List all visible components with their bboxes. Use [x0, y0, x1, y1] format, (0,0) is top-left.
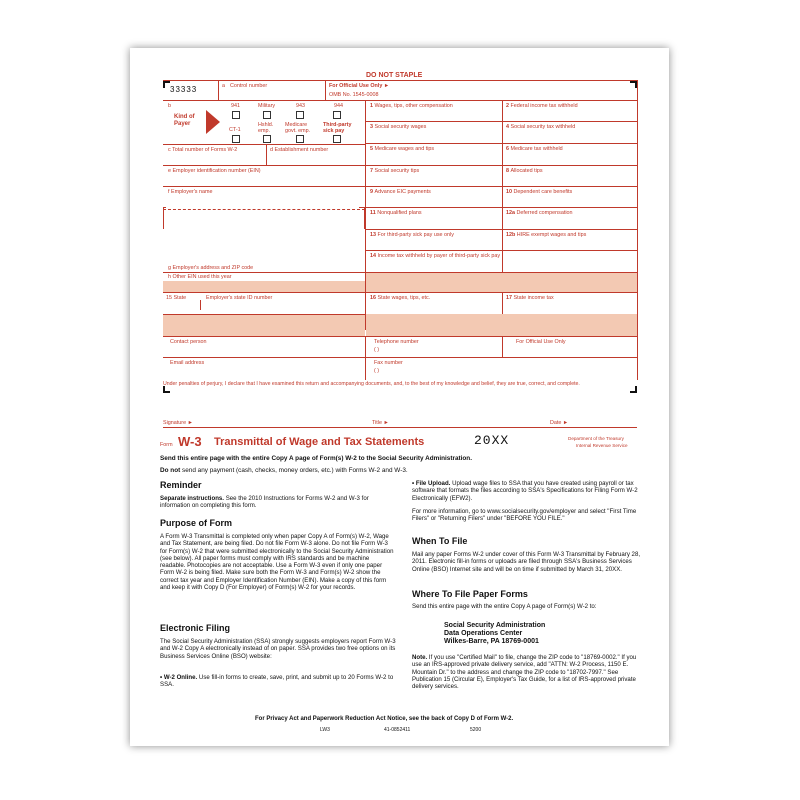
payer-military-checkbox[interactable] — [263, 111, 271, 119]
establishment-number-label: d Establishment number — [270, 147, 329, 153]
contact-person-label: Contact person — [170, 339, 207, 345]
email-label: Email address — [170, 360, 205, 366]
payer-941-label: 941 — [231, 103, 240, 109]
box-number: 10 — [506, 189, 514, 195]
when-text: Mail any paper Forms W-2 under cover of this Form W-3 Transmittal by February 28, 2011. Electronic fill-in forms or uploads are filed through SSA's Business Services Online (BSO) Internet site and will be on time if submitted by March 31, 20XX. — [412, 551, 641, 573]
form-page — [130, 48, 669, 746]
ein-label: e Employer identification number (EIN) — [168, 168, 261, 174]
rule — [365, 100, 366, 330]
rule — [163, 314, 365, 315]
payer-ct1-label: CT-1 — [229, 127, 241, 133]
box-text: Allocated tips — [510, 168, 543, 174]
purpose-heading: Purpose of Form — [160, 518, 233, 528]
box-6-label — [506, 147, 563, 152]
box14-field[interactable] — [366, 273, 637, 292]
reminder-heading: Reminder — [160, 480, 202, 490]
employer-address-label: g Employer's address and ZIP code — [168, 265, 254, 271]
employer-name-label: f Employer's name — [168, 189, 213, 195]
footer-catalog: 41-0852411 — [384, 727, 411, 733]
box-text: Medicare tax withheld — [510, 146, 563, 152]
payer-941-checkbox[interactable] — [232, 111, 240, 119]
payer-943-checkbox[interactable] — [296, 111, 304, 119]
when-heading: When To File — [412, 536, 468, 546]
reminder-text: Separate instructions. See the 2010 Instructions for Forms W-2 and W-3 for information on completing this form. — [160, 495, 369, 510]
box-number: 4 — [506, 124, 511, 130]
form-name: W-3 — [178, 434, 202, 449]
irs-label: Internal Revenue Service — [576, 443, 628, 448]
rule — [366, 250, 637, 251]
payer-ct1-checkbox[interactable] — [232, 135, 240, 143]
box-text: Medicare wages and tips — [374, 146, 435, 152]
rule — [163, 100, 637, 101]
form-word: Form — [160, 442, 173, 448]
state-label: 15 State — [166, 295, 187, 301]
arrow-icon — [206, 110, 220, 134]
corner-mark — [630, 81, 637, 88]
box-11-label — [370, 211, 422, 216]
fax-field[interactable]: ( ) — [374, 368, 380, 374]
box-text: Advance EIC payments — [374, 189, 431, 195]
box-number: 5 — [370, 146, 375, 152]
box-number: 11 — [370, 210, 378, 216]
total-forms-label: c Total number of Forms W-2 — [168, 147, 238, 153]
box-1-label — [370, 104, 453, 109]
w2-online-text: • W-2 Online. Use fill-in forms to create, save, print, and submit up to 20 Forms W-2 to SSA. — [160, 674, 394, 689]
official-use-label: For Official Use Only ► — [329, 83, 390, 89]
rule — [366, 143, 637, 144]
payer-944-checkbox[interactable] — [333, 111, 341, 119]
note-text: Note. If you use "Certified Mail" to file, change the ZIP code to "18769-0002." If you use an IRS-approved private delivery service, add "ATTN: W-2 Process, 1150 E. Mountain Dr." to the address and change the ZIP code to "18702-7997." See Publication 15 (Circular E), Employer's Tax Guide, for a list of IRS-approved private delivery services. — [412, 654, 637, 691]
box-number: 13 — [370, 232, 378, 238]
box-16-label — [370, 296, 430, 301]
corner-tick — [163, 207, 166, 229]
box-10-label — [506, 190, 572, 195]
purpose-text: A Form W-3 Transmittal is completed only when paper Copy A of Form(s) W-2, Wage and Tax Statement, are being filed. Do not file Form W-3 alone. Do not file Form W-3 for Form(s) W-2 that were submitted electronically to the Social Security Administration (see below). All paper forms must comply with IRS standards and be machine readable. Photocopies are not acceptable. Use a Form W-3 even if only one paper Form W-2 is being filed. Make sure both the Form W-3 and Form(s) W-2 show the correct tax year and Employer Identification Number (EIN). Make a copy of this form and keep it with Copy D (For Employer) of Form(s) W-2 for your records. — [160, 533, 394, 592]
box-text: Social security tips — [374, 168, 420, 174]
other-ein-label: h Other EIN used this year — [168, 274, 232, 280]
form-year: 20XX — [474, 433, 510, 448]
payer-medicare-label: Medicare govt. emp. — [285, 122, 311, 134]
box-text: Federal income tax withheld — [510, 103, 578, 109]
box-b-letter: b — [168, 103, 171, 109]
box-number: 1 — [370, 103, 375, 109]
box-4-label — [506, 125, 575, 130]
rule — [365, 336, 366, 380]
box-13-label — [370, 233, 454, 238]
rule — [325, 80, 326, 100]
box-number: 8 — [506, 168, 511, 174]
box-17-label — [506, 296, 554, 301]
payer-944-label: 944 — [334, 103, 343, 109]
rule — [163, 292, 637, 293]
footer-code: LW3 — [320, 727, 330, 733]
telephone-field[interactable]: ( ) — [374, 347, 380, 353]
signature-label: Signature ► — [163, 420, 193, 426]
payer-hshld-label: Hshld. emp. — [258, 122, 274, 134]
box-text: Social security wages — [374, 124, 427, 130]
address-line-3: Wilkes-Barre, PA 18769-0001 — [444, 638, 539, 646]
address-line-2: Data Operations Center — [444, 630, 523, 638]
corner-tick — [359, 207, 365, 229]
control-number-label: Control number — [230, 83, 268, 89]
box-number: 17 — [506, 295, 514, 301]
rule — [163, 186, 365, 187]
privacy-notice: For Privacy Act and Paperwork Reduction Act Notice, see the back of Copy D of Form W-2. — [255, 716, 514, 722]
payer-hshld-checkbox[interactable] — [263, 135, 271, 143]
department-label: Department of the Treasury — [568, 436, 624, 441]
box-8-label — [506, 169, 543, 174]
box-text: Nonqualified plans — [377, 210, 422, 216]
box-number: 2 — [506, 103, 511, 109]
rule — [366, 121, 637, 122]
perjury-statement: Under penalties of perjury, I declare that I have examined this return and accompanying documents, and, to the best of my knowledge and belief, they are true, correct, and complete. — [163, 381, 580, 387]
box-9-label — [370, 190, 431, 195]
payer-medicare-checkbox[interactable] — [296, 135, 304, 143]
rule — [163, 144, 365, 145]
mailing-address — [444, 622, 545, 647]
rule — [366, 186, 637, 187]
title-label: Title ► — [372, 420, 389, 426]
box-text: For third-party sick pay use only — [377, 232, 454, 238]
box-a-letter: a — [222, 83, 225, 89]
where-text: Send this entire page with the entire Copy A page of Form(s) W-2 to: — [412, 603, 597, 610]
rule — [366, 165, 637, 166]
telephone-label: Telephone number — [374, 339, 419, 345]
box-text: Social security tax withheld — [510, 124, 576, 130]
state-id-label: Employer's state ID number — [206, 295, 273, 301]
address-line-1: Social Security Administration — [444, 622, 546, 629]
do-not-staple: DO NOT STAPLE — [366, 72, 423, 79]
box-3-label — [370, 125, 426, 130]
box-7-label — [370, 169, 419, 174]
box-14-label — [370, 254, 500, 259]
signature-rule — [163, 427, 637, 428]
rule — [366, 207, 637, 208]
efiling-heading: Electronic Filing — [160, 623, 231, 633]
state-id-field[interactable] — [163, 314, 365, 336]
box-number: 12a — [506, 210, 517, 216]
box-number: 7 — [370, 168, 375, 174]
corner-mark — [163, 81, 170, 88]
rule — [163, 165, 365, 166]
state-wages-field[interactable] — [366, 314, 637, 336]
footer-number: 5200 — [470, 727, 482, 733]
box-12b-label — [506, 233, 586, 238]
box-text: HIRE exempt wages and tips — [516, 232, 587, 238]
omb-number: OMB No. 1545-0008 — [329, 92, 379, 98]
payer-third-party-label: Third-party sick pay — [323, 122, 352, 134]
box-text: State wages, tips, etc. — [377, 295, 431, 301]
rule — [163, 336, 637, 337]
form-title: Transmittal of Wage and Tax Statements — [214, 436, 425, 448]
box-text: Wages, tips, other compensation — [374, 103, 453, 109]
box-12a-label — [506, 211, 573, 216]
box-text: Dependent care benefits — [513, 189, 573, 195]
efiling-text: The Social Security Administration (SSA) strongly suggests employers report Form W-3 and W-2 Copy A electronically instead of on paper. SSA provides two free options on its Business Services Online (BSO) website: — [160, 638, 396, 660]
kind-of-payer-label: Kind of Payer — [174, 114, 195, 127]
box-text: State income tax — [513, 295, 554, 301]
date-label: Date ► — [550, 420, 569, 426]
payer-military-label: Military — [258, 103, 276, 109]
box-text: Income tax withheld by payer of third-party sick pay — [377, 253, 501, 259]
rule — [200, 300, 201, 310]
send-line: Send this entire page with the entire Copy A page of Form(s) W-2 to the Social Security Administration. — [160, 455, 472, 462]
payer-third-party-checkbox[interactable] — [333, 135, 341, 143]
payer-943-label: 943 — [296, 103, 305, 109]
file-upload-text: • File Upload. Upload wage files to SSA that you have created using payroll or tax software that formats the files according to SSA's Specifications for Filing Form W-2 Electronically (EFW2). — [412, 480, 638, 502]
box-5-label — [370, 147, 434, 152]
other-ein-field[interactable] — [163, 281, 365, 292]
rule — [163, 357, 637, 358]
rule — [366, 229, 637, 230]
box-number: 12b — [506, 232, 517, 238]
box-number: 6 — [506, 146, 511, 152]
do-not-send-line: Do not send any payment (cash, checks, money orders, etc.) with Forms W-2 and W-3. — [160, 467, 408, 474]
official-use-only-label: For Official Use Only — [516, 339, 566, 345]
box-number: 16 — [370, 295, 378, 301]
rule — [502, 336, 503, 357]
box-number: 3 — [370, 124, 375, 130]
rule — [163, 80, 637, 81]
rule — [218, 80, 219, 100]
box-number: 14 — [370, 253, 378, 259]
rule — [637, 80, 638, 380]
box-text: Deferred compensation — [516, 210, 573, 216]
form-code: 33333 — [170, 85, 198, 94]
where-heading: Where To File Paper Forms — [412, 589, 528, 599]
corner-mark — [630, 386, 637, 393]
more-info-text: For more information, go to www.socialsecurity.gov/employer and select "First Time Filers" or "Returning Filers" under "BEFORE YOU FILE." — [412, 508, 637, 523]
box-number: 9 — [370, 189, 375, 195]
box-2-label — [506, 104, 578, 109]
fax-label: Fax number — [374, 360, 403, 366]
dashed-rule — [163, 209, 365, 210]
rule — [266, 144, 267, 165]
